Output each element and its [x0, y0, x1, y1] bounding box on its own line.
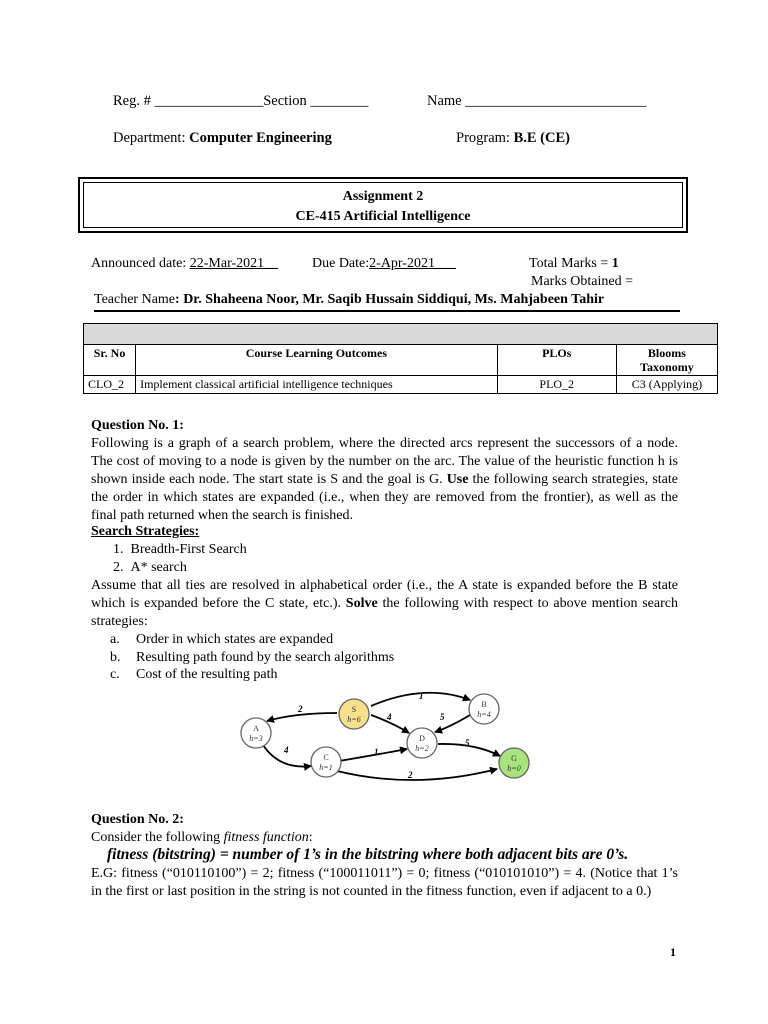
node-d — [407, 728, 437, 758]
reg-number-field: Reg. # _______________Section ________ — [113, 93, 369, 109]
edge-label-c-d: 1 — [374, 747, 379, 757]
list-item: 1. Breadth-First Search — [113, 542, 247, 557]
node-a — [241, 718, 271, 748]
total-marks: Total Marks = 1 — [529, 256, 619, 271]
assignment-title: Assignment 2 — [342, 189, 424, 204]
table-grey-header — [84, 324, 718, 345]
page-number: 1 — [670, 945, 676, 959]
table-row: CLO_2 Implement classical artificial intelligence techniques PLO_2 C3 (Applying) — [84, 376, 718, 394]
node-b — [469, 694, 499, 724]
assignment-title-box — [78, 177, 688, 233]
node-c — [311, 747, 341, 777]
header-clo: Course Learning Outcomes — [136, 345, 498, 376]
edge-label-a-c: 4 — [284, 745, 289, 755]
svg-text:G: G — [511, 754, 517, 763]
list-item: c. Cost of the resulting path — [110, 667, 278, 682]
search-graph — [225, 685, 545, 785]
svg-text:D: D — [419, 734, 425, 743]
edge-c-d — [339, 749, 407, 761]
edge-s-a — [267, 713, 337, 721]
edge-label-s-a: 2 — [298, 704, 303, 714]
node-s — [339, 699, 369, 729]
list-item: a. Order in which states are expanded — [110, 632, 334, 647]
marks-obtained: Marks Obtained = — [531, 274, 633, 289]
svg-text:h=2: h=2 — [415, 744, 429, 753]
edge-label-c-g: 2 — [408, 770, 413, 780]
svg-text:h=6: h=6 — [347, 715, 361, 724]
header-blooms: Blooms Taxonomy — [616, 345, 717, 376]
svg-text:h=3: h=3 — [249, 734, 263, 743]
teacher-name-line: Teacher Name: Dr. Shaheena Noor, Mr. Saqib Hussain Siddiqui, Ms. Mahjabeen Tahir — [94, 291, 680, 312]
edge-label-s-d: 4 — [387, 712, 392, 722]
svg-text:S: S — [351, 705, 357, 714]
course-title: CE-415 Artificial Intelligence — [295, 209, 471, 224]
header-sr-no: Sr. No — [84, 345, 136, 376]
node-g — [499, 748, 529, 778]
edge-label-d-g: 5 — [465, 738, 470, 748]
fitness-example: E.G: fitness (“010110100”) = 2; fitness (“100011011”) = 0; fitness (“010101010”) = 4. (Notice that 1’s in the first or last position in the string is not counted in the fitness function, even if adjacent to a 0.) — [91, 866, 678, 899]
name-field: Name _________________________ — [427, 93, 647, 109]
question-1-paragraph: Following is a graph of a search problem, where the directed arcs represent the successors of a node. The cost of moving to a node is given by the number on the arc. The value of the heuristic function h is shown inside each node. The start state is S and the goal is G. Use the following search strategies, state the order in which states are expanded (i.e., when they are removed from the frontier), as well as the final path returned when the search is finished. — [91, 436, 678, 523]
edge-label-s-b: 1 — [419, 691, 424, 701]
question-1-heading: Question No. 1: — [91, 418, 184, 433]
question-1-paragraph-2: Assume that all ties are resolved in alphabetical order (i.e., the A state is expanded before the B state which is expanded before the C state, etc.). Solve the following with respect to above mention search strategies: — [91, 578, 678, 629]
svg-text:h=4: h=4 — [477, 710, 491, 719]
department-line: Department: Computer Engineering — [113, 130, 332, 146]
svg-text:h=1: h=1 — [319, 763, 333, 772]
search-strategies-heading: Search Strategies: — [91, 524, 200, 539]
list-item: 2. A* search — [113, 560, 187, 575]
question-2-heading: Question No. 2: — [91, 812, 184, 827]
table-header-row — [84, 345, 718, 376]
svg-text:B: B — [481, 700, 487, 709]
header-plos: PLOs — [497, 345, 616, 376]
svg-text:h=0: h=0 — [507, 764, 521, 773]
clo-table — [83, 323, 718, 394]
edge-c-g — [337, 769, 497, 780]
program-line: Program: B.E (CE) — [456, 130, 570, 146]
question-2-intro: Consider the following fitness function: — [91, 830, 313, 845]
svg-text:A: A — [253, 724, 259, 733]
edge-label-b-d: 5 — [440, 712, 445, 722]
fitness-formula: fitness (bitstring) = number of 1’s in the bitstring where both adjacent bits are 0’s. — [107, 846, 629, 863]
due-date: Due Date:2-Apr-2021___ — [312, 256, 456, 271]
list-item: b. Resulting path found by the search algorithms — [110, 650, 395, 665]
svg-text:C: C — [323, 753, 329, 762]
announced-date: Announced date: 22-Mar-2021__ — [91, 256, 279, 271]
